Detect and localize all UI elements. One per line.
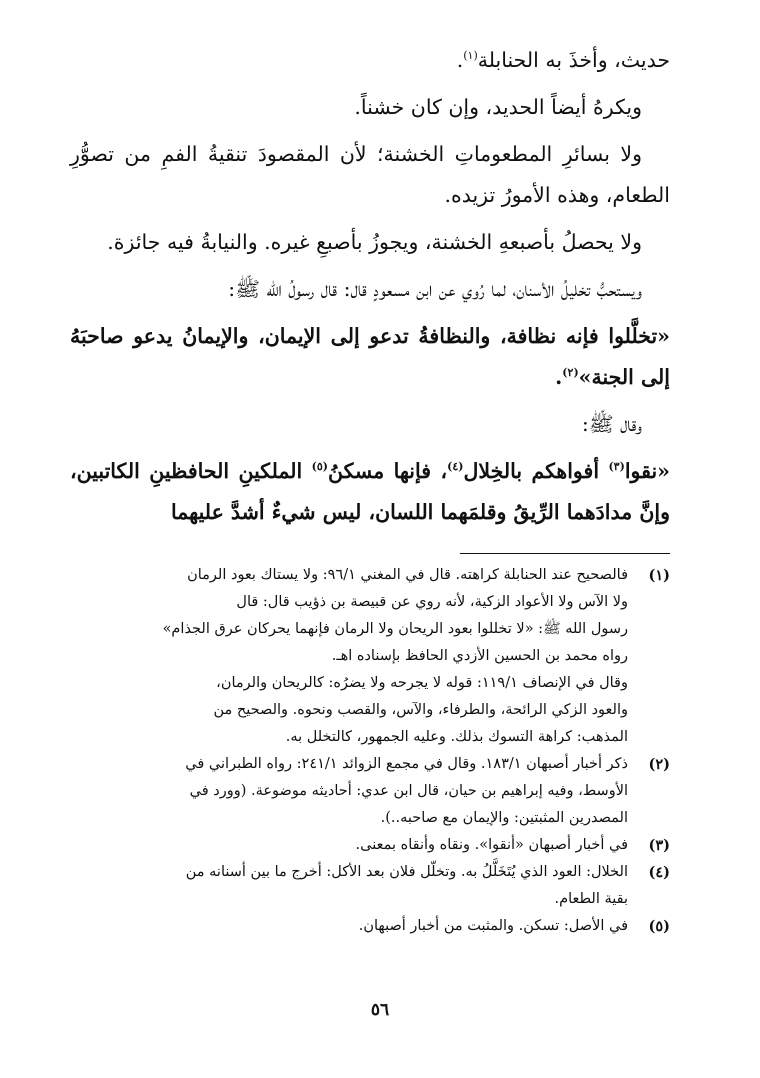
footnote-line: رسول الله ﷺ: «لا تخللوا بعود الريحان ولا الرمان فإنهما يحركان عرق الجذام» [162, 621, 628, 637]
paragraph-text: حديث، وأخذَ به الحنابلة [477, 48, 670, 72]
footnote-body [70, 832, 628, 859]
main-text [70, 40, 670, 533]
footnote-line: وقال في الإنصاف ١١٩/١: قوله لا يجرحه ولا يضرُه: كالريحان والرمان، [216, 675, 628, 691]
footnote-ref: (٤) [447, 460, 464, 474]
footnotes [70, 562, 670, 940]
footnote-line: ذكر أخبار أصبهان ١٨٣/١. وقال في مجمع الزوائد ٢٤١/١: رواه الطبراني في [185, 756, 628, 772]
footnote-line: ولا الآس ولا الأعواد الزكية، لأنه روي عن قبيصة بن ذؤيب قال: قال [236, 594, 628, 610]
page-number: ٥٦ [370, 1000, 390, 1020]
paragraph-text: ويكرهُ أيضاً الحديد، وإن كان خشناً. [354, 95, 642, 119]
footnote-line: في الأصل: تسكن. والمثبت من أخبار أصبهان. [358, 918, 628, 934]
footnote-number: (٤) [648, 864, 670, 881]
paragraph [70, 134, 670, 216]
footnote-line: رواه محمد بن الحسين الأزدي الحافظ بإسناده اهـ. [331, 648, 628, 664]
footnote-ref: (٥) [311, 460, 328, 474]
footnote-line: المذهب: كراهة التسوك بذلك. وعليه الجمهور، كالتخلل به. [285, 729, 628, 745]
paragraph-text: ولا يحصلُ بأصبعهِ الخشنة، ويجوزُ بأصبعِ غيره. والنيابةُ فيه جائزة. [107, 230, 642, 254]
footnote [70, 913, 670, 940]
footnote-number: (١) [648, 567, 670, 584]
hadith-text: ، فإنها مسكنُ [327, 459, 448, 483]
paragraph [70, 222, 670, 263]
footnote-number: (٣) [648, 837, 670, 854]
footnote-line: الأوسط، وفيه إبراهيم بن حيان، قال ابن عدي: أحاديثه موضوعة. (وورد في [189, 783, 628, 799]
footnote [70, 751, 670, 832]
footnote-body [70, 562, 628, 751]
footnote-ref: (١) [463, 49, 478, 63]
footnote [70, 859, 670, 913]
footnote-line: والعود الزكي الرائحة، والطرفاء، والآس، والقصب ونحوه. والصحيح من [213, 702, 628, 718]
footnote-separator [460, 553, 670, 554]
paragraph [70, 404, 670, 445]
hadith-quote [70, 451, 670, 533]
page-body [70, 40, 670, 940]
paragraph-text: وقال ﷺ: [581, 412, 642, 436]
footnote [70, 562, 670, 751]
footnote-number: (٢) [648, 756, 670, 773]
footnote-line: بقية الطعام. [554, 891, 628, 907]
hadith-text: أفواهكم بالخِلال [463, 459, 609, 483]
hadith-text: «نقوا [624, 459, 670, 483]
paragraph [70, 269, 670, 310]
footnote-ref: (٢) [562, 366, 579, 380]
footnote-line: الخلال: العود الذي يُتَخَلَّلُ به. وتخلّل فلان بعد الأكل: أخرج ما بين أسنانه من [185, 864, 628, 880]
footnote-line: المصدرين المثبتين: والإيمان مع صاحبه..). [380, 810, 628, 826]
hadith-text: الملكينِ الحافظينِ الكاتبين، وإنَّ مدادَهما الرِّيقُ وقلمَهما اللسان، ليس شيءٌ أشدَّ عليهما [70, 459, 670, 524]
footnote-body [70, 913, 628, 940]
hadith-quote [70, 316, 670, 398]
paragraph-text: ويستحبُّ تخليلُ الأسنان، لما رُوي عن ابن مسعودٍ قال: قال رسولُ الله ﷺ: [228, 277, 642, 301]
footnote-line: فالصحيح عند الحنابلة كراهته. قال في المغني ٩٦/١: ولا يستاك بعود الرمان [187, 567, 628, 583]
footnote-body [70, 751, 628, 832]
footnote-ref: (٣) [608, 460, 625, 474]
footnote [70, 832, 670, 859]
footnote-number: (٥) [648, 918, 670, 935]
paragraph-text: ولا بسائرِ المطعوماتِ الخشنة؛ لأن المقصودَ تنقيةُ الفمِ من تصوُّرِ الطعام، وهذه الأمورُ تزيده. [70, 142, 670, 207]
paragraph [70, 40, 670, 81]
paragraph-tail: . [555, 365, 563, 389]
hadith-text: «تخلَّلوا فإنه نظافة، والنظافةُ تدعو إلى الإيمان، والإيمانُ يدعو صاحبَهُ إلى الجنة» [70, 324, 670, 389]
paragraph-tail: . [456, 48, 464, 72]
paragraph [70, 87, 670, 128]
footnote-line: في أخبار أصبهان «أنقوا». ونقاه وأنقاه بمعنى. [355, 837, 628, 853]
footnote-body [70, 859, 628, 913]
